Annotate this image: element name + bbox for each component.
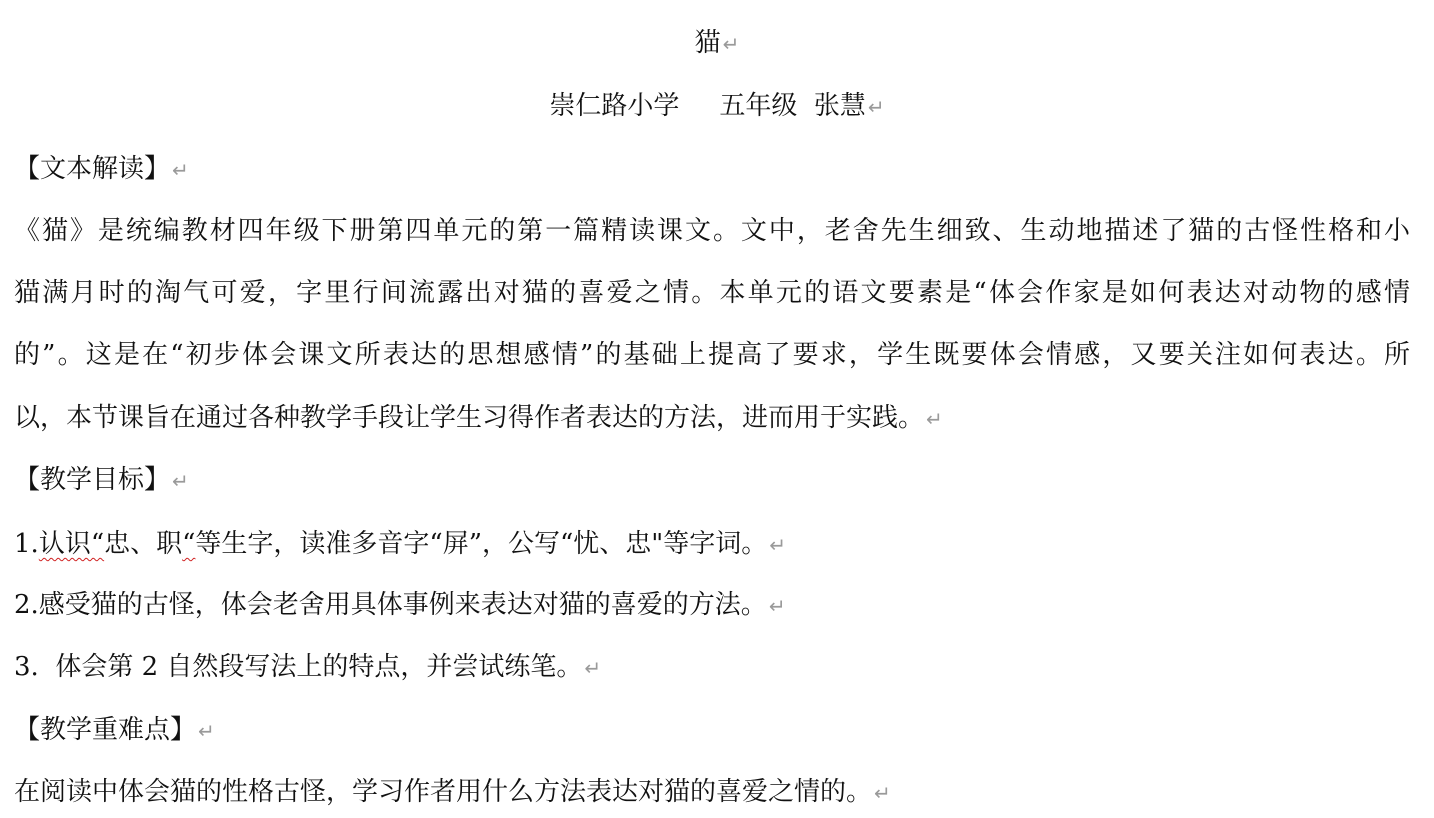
line-text: 以，本节课旨在通过各种教学手段让学生习得作者表达的方法，进而用于实践。 [14, 403, 925, 433]
item-text: 等生字，读准多音字“屏”，公写“忧、忠"等字词。 [195, 529, 768, 559]
paragraph-mark-icon: ↵ [769, 533, 787, 557]
school-name: 崇仁路小学 [549, 91, 680, 121]
paragraph-mark-icon: ↵ [584, 656, 602, 680]
item-text: 3. 体会第 2 自然段写法上的特点，并尝试练笔。 [14, 652, 583, 682]
item-text: 2.感受猫的古怪，体会老舍用具体事例来表达对猫的喜爱的方法。 [14, 590, 767, 620]
text-reading-line-3: 的”。这是在“初步体会课文所表达的思想感情”的基础上提高了要求，学生既要体会情感，又要关注如何表达。所 [14, 340, 1410, 370]
heading-text: 【教学重难点】 [14, 715, 197, 745]
spellcheck-flagged-text[interactable]: “ [182, 529, 196, 559]
spellcheck-flagged-text[interactable]: 认识“ [38, 529, 105, 559]
grade-text: 五年级 [719, 91, 798, 121]
heading-text: 【文本解读】 [14, 154, 171, 184]
document-title [0, 28, 1434, 59]
key-points-text [14, 777, 1410, 808]
text-reading-line-1: 《猫》是统编教材四年级下册第四单元的第一篇精读课文。文中，老舍先生细致、生动地描述了猫的古怪性格和小 [14, 216, 1410, 246]
text-reading-line-2: 猫满月时的淘气可爱，字里行间流露出对猫的喜爱之情。本单元的语文要素是“体会作家是如何表达对动物的感情 [14, 278, 1410, 308]
paragraph-mark-icon: ↵ [926, 407, 943, 431]
paragraph-mark-icon: ↵ [874, 781, 891, 805]
objective-item-2 [14, 590, 1410, 621]
item-text: 忠、职 [104, 529, 183, 559]
paragraph-mark-icon: ↵ [722, 32, 740, 56]
text-reading-line-4 [14, 403, 1410, 434]
paragraph-mark-icon: ↵ [867, 95, 885, 119]
title-text: 猫 [694, 28, 721, 58]
byline [0, 91, 1434, 122]
objective-item-1 [14, 529, 1410, 560]
section-heading-text-reading [14, 154, 1410, 185]
heading-text: 【教学目标】 [14, 465, 171, 495]
paragraph-mark-icon: ↵ [172, 469, 189, 493]
item-number: 1. [14, 529, 39, 559]
section-heading-objectives [14, 465, 1410, 496]
paragraph-mark-icon: ↵ [768, 594, 786, 618]
objective-item-3 [14, 652, 1410, 683]
section-heading-key-points [14, 715, 1410, 746]
teacher-name: 张慧 [813, 91, 866, 121]
paragraph-mark-icon: ↵ [172, 158, 189, 182]
paragraph-mark-icon: ↵ [198, 719, 215, 743]
paragraph-text: 在阅读中体会猫的性格古怪，学习作者用什么方法表达对猫的喜爱之情的。 [14, 777, 873, 807]
